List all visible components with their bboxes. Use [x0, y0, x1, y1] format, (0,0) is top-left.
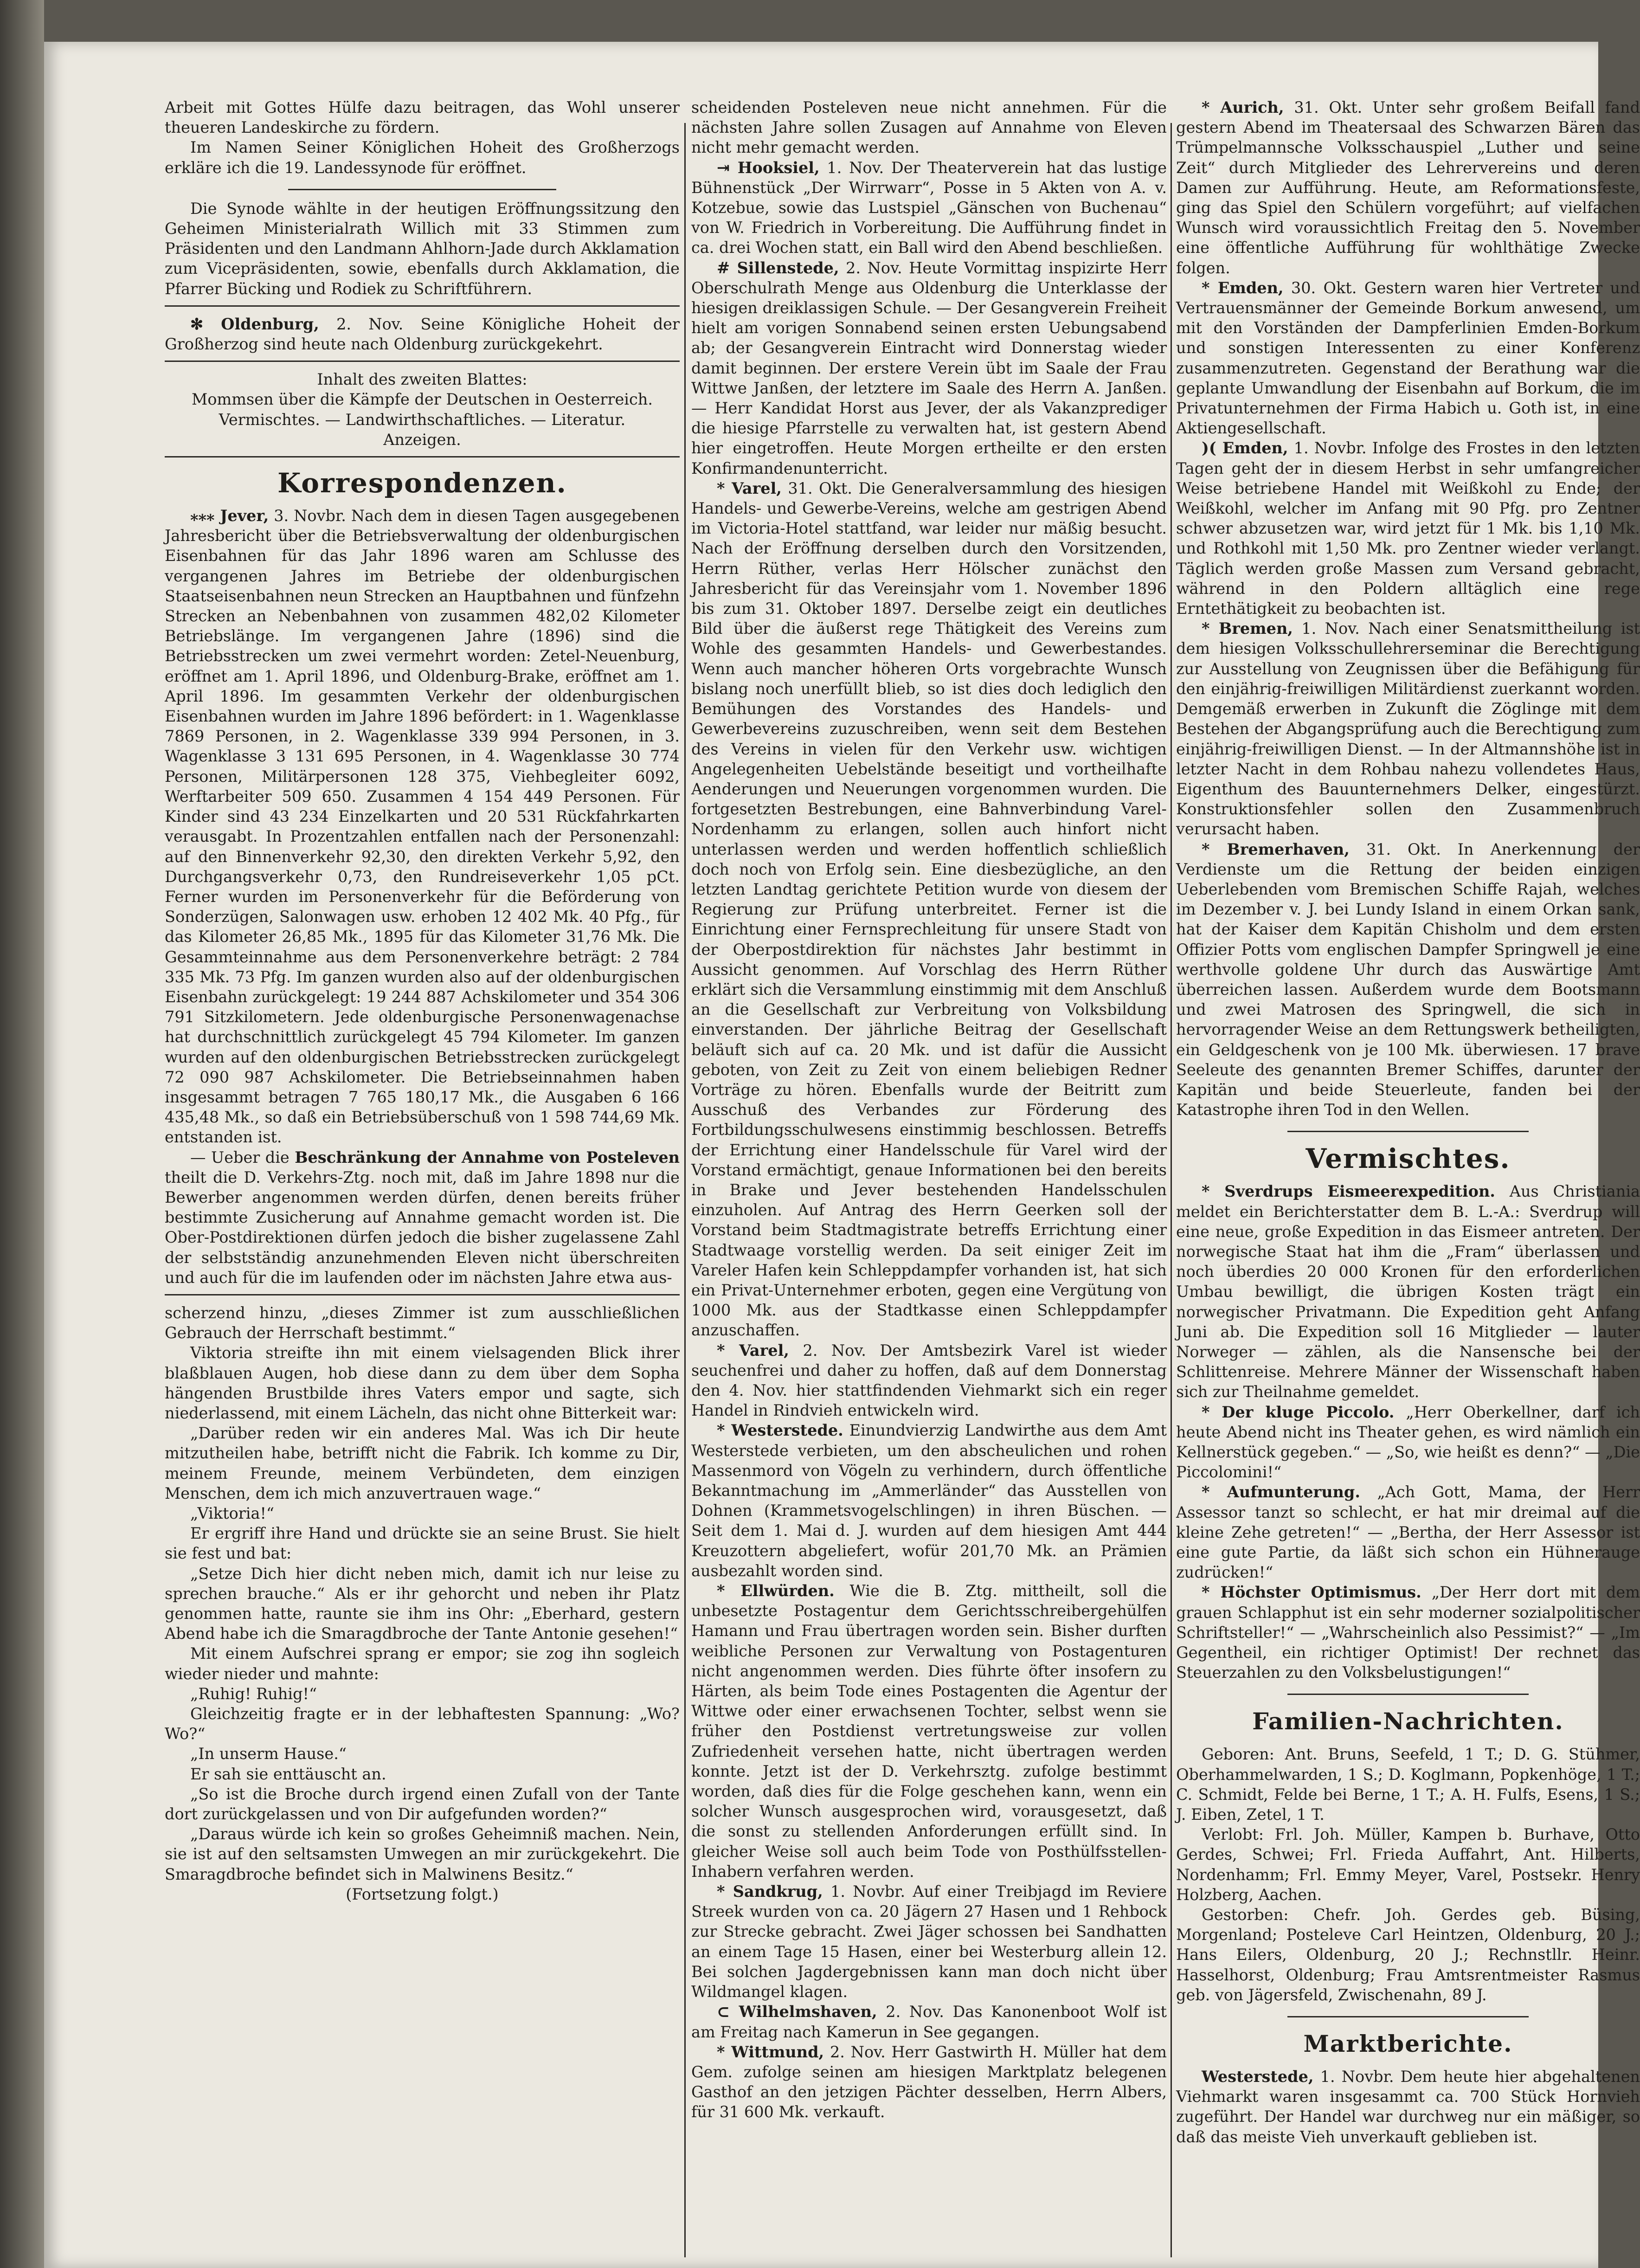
news-item [1176, 1402, 1640, 1482]
news-text: 31. Okt. In Anerkennung der Verdienste um die Rettung der beiden einzigen Ueberlebenden vom Bremischen Schiffe Rajah, welches im Dezember v. J. bei Lundy Island in einem Orkan sank, hat der Kaiser dem Kapitän Chisholm und dem ersten Offizier Potts vom englischen Dampfer Springwell je eine werthvolle goldene Uhr durch das Auswärtige Amt überreichen lassen. Außerdem wurde dem Bootsmann und zwei Matrosen des Springwell, die sich in hervorragender Weise an dem Rettungswerk betheiligten, ein Geldgeschenk von je 100 Mk. überwiesen. 17 brave Seeleute des genannten Bremer Schiffes, darunter der Kapitän und beide Steuerleute, fanden bei der Katastrophe ihren Tod in den Wellen. [1176, 840, 1640, 1119]
place-name: ⊂ Wilhelmshaven, [717, 2003, 877, 2021]
news-item [1176, 97, 1640, 278]
story-paragraph: „Darüber reden wir ein anderes Mal. Was ich Dir heute mitzutheilen habe, betrifft nicht die Fabrik. Ich komme zu Dir, meinem Freunde, meinem Verbündeten, dem einzigen Menschen, dem ich mich anzuvertrauen wage.“ [165, 1424, 680, 1502]
section-heading-korrespondenzen: Korrespondenzen. [277, 467, 567, 499]
news-text: 2. Nov. Der Amtsbezirk Varel ist wieder seuchenfrei und daher zu hoffen, daß auf dem Donnerstag den 4. Nov. hier stattfindenden Viehmarkt sich ein reger Handel in Rindvieh entwickeln wird. [691, 1341, 1167, 1420]
news-item [1176, 619, 1640, 839]
contents-line-3: Anzeigen. [383, 430, 461, 449]
story-paragraph: „So ist die Broche durch irgend einen Zufall von der Tante dort zurückgelassen und von Dir aufgefunden worden?“ [165, 1785, 680, 1823]
news-text: Wie die B. Ztg. mittheilt, soll die unbesetzte Postagentur dem Gerichtsschreibergehülfen Hamann und Frau übertragen worden sein. Bisher durften weibliche Personen zur Verwaltung von Postagenturen nicht angenommen werden. Dies führte öfter insofern zu Härten, als beim Tode eines Postagenten die Agentur der Wittwe oder einer erwachsenen Tochter, selbst wenn sie früher den Postdienst vertretungsweise zur vollen Zufriedenheit versehen hatte, nicht übertragen werden konnte. Jetzt ist der D. Verkehrsztg. zufolge bestimmt worden, daß dies für die Folge geschehen kann, wenn ein solcher Wunsch ausgesprochen wird, vorausgesetzt, daß die sonst zu stellenden Anforderungen erfüllt sind. In gleicher Weise soll auch beim Tode von Posthülfsstellen-Inhabern verfahren werden. [691, 1582, 1167, 1881]
place-name: * Bremen, [1202, 619, 1293, 638]
news-text: „Herr Oberkellner, darf ich heute Abend nicht ins Theater gehen, es wird nämlich ein Kellnerstück gegeben.“ — „So, wie heißt es denn?“ — „Die Piccolomini!“ [1176, 1403, 1640, 1482]
news-text: 30. Okt. Gestern waren hier Vertreter und Vertrauensmänner der Gemeinde Borkum anwesend, um mit den Vorständen der Dampferlinien Emden-Borkum und sonstigen Interessenten zu einer Konferenz zusammenzutreten. Gegenstand der Berathung war die geplante Umwandlung der Eisenbahn auf Borkum, die im Privatunternehmen der Firma Habich u. Goth ist, in eine Aktiengesellschaft. [1176, 278, 1640, 438]
newspaper-page [44, 42, 1640, 2268]
column-rule-2 [1171, 123, 1172, 2257]
news-item [691, 1340, 1167, 1421]
column-rule-1 [684, 123, 686, 2257]
place-name: Westerstede, [1202, 2068, 1314, 2086]
news-item [691, 2042, 1167, 2122]
divider [165, 1294, 680, 1295]
news-text: 1. Nov. Nach einer Senatsmittheilung ist dem hiesigen Volksschullehrerseminar die Berechtigung zur Ausstellung von Zeugnissen über die Befähigung für den einjährig-freiwilligen Militärdienst zuerkannt worden. Demgemäß erwerben in Zukunft die Zöglinge mit dem Bestehen der Abgangsprüfung auch die Berechtigung zum einjährig-freiwilligen Dienst. — In der Altmannshöhe ist in letzter Nacht in dem Rohbau nahezu vollendetes Haus, Eigenthum des Bauunternehmers Delker, eingestürzt. Konstruktionsfehler sollen den Zusammenbruch verursacht haben. [1176, 619, 1640, 838]
place-name: * Westerstede. [717, 1421, 843, 1440]
news-text: 1. Novbr. Auf einer Treibjagd im Reviere Streek wurden von ca. 20 Jägern 27 Hasen und 1 Rehbock zur Strecke gebracht. Zwei Jäger schossen bei Sandhatten an einem Tage 15 Hasen, einer bei Westerburg allein 12. Bei solchen Jagdergebnissen kann man doch nicht über Wildmangel klagen. [691, 1882, 1167, 2001]
story-paragraph: Er ergriff ihre Hand und drückte sie an seine Brust. Sie hielt sie fest und bat: [165, 1524, 680, 1563]
entries: Ant. Bruns, Seefeld, 1 T.; D. G. Stühmer, Oberhammelwarden, 1 S.; D. Koglmann, Popkenhöge, 1 T.; C. Schmidt, Felde bei Berne, 1 T.; A. H. Fulfs, Esens, 1 S.; J. Eiben, Zetel, 1 T. [1176, 1745, 1640, 1824]
story-paragraph: Viktoria streifte ihn mit einem vielsagenden Blick ihrer blaßblauen Augen, hob diese dann zu dem über dem Sopha hängenden Brustbilde ihres Vaters empor und sagte, sich niederlassend, mit einem Lächeln, das nicht ohne Bitterkeit war: [165, 1344, 680, 1422]
news-oldenburg [165, 314, 680, 354]
news-item [691, 1881, 1167, 2002]
contents-line-2: Vermischtes. — Landwirthschaftliches. — Literatur. [219, 410, 626, 429]
story-paragraph: „Ruhig! Ruhig!“ [190, 1684, 317, 1703]
story-paragraph: scherzend hinzu, „dieses Zimmer ist zum ausschließlichen Gebrauch der Herrschaft bestimmt.“ [165, 1303, 680, 1342]
place-name: * Sverdrups Eismeerexpedition. [1202, 1182, 1495, 1201]
place-name: * Varel, [717, 1341, 789, 1360]
place-name: * Varel, [717, 479, 782, 497]
story-paragraph: „In unserm Hause.“ [190, 1745, 347, 1763]
news-text: 2. Nov. Seine Königliche Hoheit der Großherzog sind heute nach Oldenburg zurückgekehrt. [165, 315, 680, 354]
news-item [691, 1581, 1167, 1881]
news-item [1176, 1181, 1640, 1402]
place-name: ✻ Oldenburg, [190, 315, 319, 333]
news-text: 31. Okt. Die Generalversammlung des hiesigen Handels- und Gewerbe-Vereins, welche am gestrigen Abend im Victoria-Hotel stattfand, war leider nur mäßig besucht. Nach der Eröffnung derselben durch den Vorsitzenden, Herrn Rüther, verlas Herr Hölscher zunächst den Jahresbericht für das Vereinsjahr vom 1. November 1896 bis zum 31. Oktober 1897. Derselbe zeigt ein deutliches Bild über die äußerst rege Thätigkeit des Vereins zum Wohle des gesammten Handels- und Gewerbestandes. Wenn auch mancher höheren Orts vorgebrachte Wunsch bislang noch unerfüllt blieb, so ist dies doch lediglich den Bemühungen des Vorstandes des Handels- und Gewerbevereins zuzuschreiben, wenn seit dem Bestehen des Vereins in vielen für den Verkehr usw. wichtigen Angelegenheiten Uebelstände beseitigt und vortheilhafte Aenderungen und Neuerungen vorgenommen wurden. Die fortgesetzten Bestrebungen, eine Bahnverbindung Varel-Nordenhamm zu erlangen, sollen auch hinfort nicht unterlassen werden und werden hoffentlich schließlich doch noch von Erfolg sein. Eine diesbezügliche, an den letzten Landtag gerichtete Petition wurde von diesem der Regierung zur Prüfung unterbreitet. Ferner ist die Einrichtung einer Fernsprechleitung für unsere Stadt von der Oberpostdirektion für nächstes Jahr bestimmt in Aussicht genommen. Auf Vorschlag des Herrn Rüther erklärt sich die Versammlung einstimmig mit dem Anschluß an die Gesellschaft zur Verbreitung von Volksbildung einverstanden. Der jährliche Beitrag der Gesellschaft beläuft sich auf ca. 20 Mk. und ist dafür die Aussicht geboten, von Zeit zu Zeit von einem beliebigen Redner Vorträge zu hören. Ebenfalls wurde der Beitritt zum Ausschuß des Verbandes zur Förderung des Fortbildungsschulwesens einstimmig beschlossen. Betreffs der Errichtung einer Handelsschule für Varel wird der Vorstand ermächtigt, genaue Informationen bei den bereits in Brake und Jever bestehenden Handelsschulen einzuholen. Auf Antrag des Herrn Geerken soll der Vorstand beim Stadtmagistrate betreffs Errichtung einer Stadtwaage vorstellig werden. Da seit einiger Zeit im Vareler Hafen kein Schleppdampfer vorhanden ist, hat sich ein Privat-Unternehmer erboten, gegen eine Vergütung von 1000 Mk. aus der Stadtkasse einen Schleppdampfer anzuschaffen. [691, 479, 1167, 1340]
news-item [1176, 438, 1640, 619]
news-text: „Der Herr dort mit dem grauen Schlapphut ist ein sehr moderner sozialpolitischer Schriftsteller!“ — „Wahrscheinlich also Pessimist?“ — „Im Gegentheil, ein richtiger Optimist! Der rechnet das Steuerzahlen zu den Volksbelustigungen!“ [1176, 1583, 1640, 1682]
place-name: ⁎⁎⁎ Jever, [190, 507, 269, 525]
news-list [691, 158, 1167, 2122]
synod-declaration: Im Namen Seiner Königlichen Hoheit des Großherzogs erkläre ich die 19. Landessynode für eröffnet. [165, 138, 680, 177]
market-westerstede [1176, 2067, 1640, 2147]
news-text: Einundvierzig Landwirthe aus dem Amt Westerstede verbieten, um den abscheulichen und rohen Massenmord von Vögeln zu verhindern, durch öffentliche Bekanntmachung im „Ammerländer“ das Ausstellen von Dohnen (Krammetsvogelschlingen) in ihren Büschen. — Seit dem 1. Mai d. J. wurden auf dem hiesigen Amt 444 Kreuzottern abgeliefert, wofür 201,70 Mk. an Prämien ausbezahlt worden sind. [691, 1421, 1167, 1580]
place-name: ⇥ Hooksiel, [717, 158, 820, 177]
story-paragraph: „Daraus würde ich kein so großes Geheimniß machen. Nein, sie ist auf den seltsamsten Umwegen an mir zurückgekehrt. Die Smaragdbroche befindet sich in Malwinens Besitz.“ [165, 1825, 680, 1883]
news-text: 31. Okt. Unter sehr großem Beifall fand gestern Abend im Theatersaal des Schwarzen Bären das Trümpelmannsche Volksschauspiel „Luther und seine Zeit“ durch Mitglieder des Lehrervereins und deren Damen zur Aufführung. Heute, am Reformationsfeste, ging das Spiel den Schülern vorgeführt; auf vielfachen Wunsch wird voraussichtlich Freitag den 5. November eine öffentliche Aufführung für wohlthätige Zwecke folgen. [1176, 98, 1640, 277]
place-name: * Wittmund, [717, 2042, 824, 2061]
news-text: 1. Novbr. Dem heute hier abgehaltenen Viehmarkt waren insgesammt ca. 700 Stück Hornvieh zugeführt. Der Handel war durchweg nur ein mäßiger, so daß das meiste Vieh unverkauft geblieben ist. [1176, 2068, 1640, 2146]
story-paragraph: „Viktoria!“ [190, 1504, 275, 1522]
news-text: Aus Christiania meldet ein Berichterstatter dem B. L.-A.: Sverdrup will eine neue, große Expedition in das Eismeer antreten. Der norwegische Staat hat ihm die „Fram“ überlassen und noch überdies 20 000 Kronen für den erforderlichen Umbau bewilligt, die übrigen Kosten trägt ein norwegischer Privatmann. Die Expedition geht Anfang Juni ab. Die Expedition soll 16 Mitglieder — lauter Norweger — zählen, als die Nansensche bei der Schlittenreise. Mehrere Männer der Wissenschaft haben sich zur Theilnahme gemeldet. [1176, 1182, 1640, 1401]
label: Geboren: [1202, 1745, 1274, 1764]
story-paragraph: Gleichzeitig fragte er in der lebhaftesten Spannung: „Wo? Wo?“ [165, 1705, 680, 1743]
headline-bold: Beschränkung der Annahme von Posteleven [295, 1148, 680, 1166]
news-item [691, 2002, 1167, 2042]
news-text: 1. Nov. Der Theaterverein hat das lustige Bühnenstück „Der Wirrwarr“, Posse in 5 Akten von A. v. Kotzebue, sowie das Lustspiel „Gänschen von Buchenau“ von W. Friedrich in Vorbereitung. Die Aufführung findet in ca. drei Wochen statt, ein Ball wird den Abend beschließen. [691, 158, 1167, 257]
divider [1287, 1131, 1529, 1132]
book-spine [0, 0, 44, 2268]
place-name: * Aufmunterung. [1202, 1483, 1361, 1501]
divider [165, 456, 680, 457]
feuilleton-story [165, 1303, 680, 1884]
place-name: * Ellwürden. [717, 1582, 835, 1600]
entries: Frl. Joh. Müller, Kampen b. Burhave, Otto Gerdes, Schwei; Frl. Frieda Auffahrt, Ant. Hilberts, Nordenhamm; Frl. Emmy Meyer, Varel, Postsekr. Henry Holzberg, Aachen. [1176, 1825, 1640, 1904]
divider [165, 361, 680, 362]
news-text: 2. Nov. Heute Vormittag inspizirte Herr Oberschulrath Menge aus Oldenburg die Unterklasse der hiesigen dreiklassigen Schule. — Der Gesangverein Freiheit hielt am vorigen Sonnabend seinen ersten Uebungsabend ab; der Gesangverein Eintracht wird Donnerstag wieder damit beginnen. Der erstere Verein übt im Saale der Frau Wittwe Janßen, der letztere im Saale des Herrn A. Janßen. — Herr Kandidat Horst aus Jever, der als Vakanzprediger die hiesige Pfarrstelle zu verwalten hat, ist gestern Abend hier eingetroffen. Heute Morgen ertheilte er den ersten Konfirmandenunterricht. [691, 258, 1167, 477]
place-name: * Sandkrug, [717, 1882, 823, 1901]
news-text: 2. Nov. Das Kanonenboot Wolf ist am Freitag nach Kamerun in See gegangen. [691, 2003, 1167, 2041]
news-list [1176, 97, 1640, 1120]
divider [1287, 2016, 1529, 2017]
synod-election-report: Die Synode wählte in der heutigen Eröffnungssitzung den Geheimen Ministerialrath Willich mit 33 Stimmen zum Präsidenten und den Landmann Ahlhorn-Jade durch Akklamation zum Vicepräsidenten, sowie, ebenfalls durch Akklamation, die Pfarrer Bücking und Rodiek zu Schriftführern. [165, 199, 680, 298]
family-born [1176, 1744, 1640, 1824]
news-posteleven [165, 1147, 680, 1288]
family-engaged [1176, 1824, 1640, 1905]
news-item [691, 158, 1167, 258]
section-heading-vermischtes: Vermischtes. [1306, 1143, 1511, 1175]
place-name: * Höchster Optimismus. [1202, 1583, 1421, 1602]
posteleven-continuation: scheidenden Posteleven neue nicht annehmen. Für die nächsten Jahre sollen Zusagen auf Annahme von Eleven nicht mehr gemacht werden. [691, 98, 1167, 157]
place-name: * Der kluge Piccolo. [1202, 1403, 1395, 1421]
news-text: 2. Nov. Herr Gastwirth H. Müller hat dem Gem. zufolge seinen am hiesigen Marktplatz belegenen Gasthof an den jetzigen Pächter desselben, Herrn Albers, für 31 600 Mk. verkauft. [691, 2042, 1167, 2121]
place-name: # Sillenstede, [717, 258, 839, 277]
news-item [1176, 839, 1640, 1120]
divider [288, 189, 556, 190]
place-name: * Bremerhaven, [1202, 840, 1350, 858]
news-item [1176, 1582, 1640, 1682]
misc-list [1176, 1181, 1640, 1682]
divider [1287, 1694, 1529, 1695]
entries: Chefr. Joh. Gerdes geb. Büsing, Morgenland; Posteleve Carl Heintzen, Oldenburg, 20 J.; Hans Eilers, Oldenburg, 20 J.; Rechnstllr. Heinr. Hasselhorst, Oldenburg; Frau Amtsrentmeister Rasmus geb. von Jägersfeld, Zwischenahn, 89 J. [1176, 1906, 1640, 2004]
contents-line-1: Mommsen über die Kämpfe der Deutschen in Oesterreich. [192, 390, 653, 409]
column-3 [1176, 97, 1640, 2250]
news-text: 1. Novbr. Infolge des Frostes in den letzten Tagen geht der in diesem Herbst in sehr umfangreicher Weise betriebene Handel mit Weißkohl zu Ende; der Weißkohl, welcher im Anfang mit 90 Pfg. pro Zentner schwer abzusetzen war, wird jetzt für 1 Mk. bis 1,10 Mk. und Rothkohl mit 1,50 Mk. pro Zentner wieder verlangt. Täglich werden große Massen zum Versand gebracht, während in den Poldern alltäglich eine rege Erntethätigkeit zu beobachten ist. [1176, 439, 1640, 618]
divider [165, 305, 680, 307]
news-text: 3. Novbr. Nach dem in diesen Tagen ausgegebenen Jahresbericht über die Betriebsverwaltung der oldenburgischen Eisenbahnen für das Jahr 1896 waren am Schlusse des vergangenen Jahres im Betriebe der oldenburgischen Staatseisenbahnen neun Strecken an Hauptbahnen und fünfzehn Strecken an Nebenbahnen von zusammen 482,02 Kilometer Betriebslänge. Im vergangenen Jahre (1896) sind die Betriebsstrecken um zwei vermehrt worden: Zetel-Neuenburg, eröffnet am 1. April 1896, und Oldenburg-Brake, eröffnet am 1. April 1896. Im gesammten Verkehr der oldenburgischen Eisenbahnen wurden im Jahre 1896 befördert: in 1. Wagenklasse 7869 Personen, in 2. Wagenklasse 339 994 Personen, in 3. Wagenklasse 3 131 695 Personen, in 4. Wagenklasse 30 774 Personen, Militärpersonen 128 375, Viehbegleiter 6092, Werftarbeiter 509 650. Zusammen 4 154 449 Personen. Für Kinder sind 43 234 Einzelkarten und 20 531 Rückfahrkarten verausgabt. In Prozentzahlen entfallen nach der Personenzahl: auf den Binnenverkehr 92,30, den direkten Verkehr 5,92, den Durchgangsverkehr 0,73, den Rundreiseverkehr 1,05 pCt. Ferner wurden im Personenverkehr für die Beförderung von Sonderzügen, Salonwagen usw. erhoben 12 402 Mk. 40 Pfg., für das Kilometer 26,85 Mk., 1895 für das Kilometer 31,76 Mk. Die Gesammteinnahme aus dem Personenverkehre beträgt: 2 784 335 Mk. 73 Pfg. Im ganzen wurden also auf der oldenburgischen Eisenbahn zurückgelegt: 19 244 887 Achskilometer und 354 306 791 Sitzkilometern. Jede oldenburgische Personenwagenachse hat durchschnittlich zurückgelegt 45 794 Kilometer. Im ganzen wurden auf den oldenburgischen Betriebsstrecken zurückgelegt 72 090 987 Achskilometer. Die Betriebseinnahmen haben insgesammt betragen 7 765 180,17 Mk., die Ausgaben 6 166 435,48 Mk., so daß ein Betriebsüberschuß von 1 598 744,69 Mk. entstanden ist. [165, 507, 680, 1147]
story-paragraph: Er sah sie enttäuscht an. [190, 1765, 386, 1783]
news-item [1176, 1482, 1640, 1582]
column-2 [691, 97, 1167, 2250]
label: Gestorben: [1202, 1906, 1289, 1924]
lead-text: — Ueber die [190, 1148, 289, 1166]
label: Verlobt: [1202, 1825, 1264, 1844]
news-text: theilt die D. Verkehrs-Ztg. noch mit, daß im Jahre 1898 nur die Bewerber angenommen werden dürfen, denen bereits früher bestimmte Zusicherung auf Annahme gemacht worden ist. Die Ober-Postdirektionen dürfen jedoch die bisher zugelassene Zahl der selbstständig anzunehmenden Eleven nicht überschreiten und auch für die im laufenden oder im nächsten Jahre etwa aus- [165, 1168, 680, 1287]
contents-title: Inhalt des zweiten Blattes: [317, 370, 527, 389]
place-name: * Emden, [1202, 278, 1284, 297]
synod-closing-text: Arbeit mit Gottes Hülfe dazu beitragen, das Wohl unserer theueren Landeskirche zu fördern. [165, 98, 680, 137]
story-paragraph: Mit einem Aufschrei sprang er empor; sie zog ihn sogleich wieder nieder und mahnte: [165, 1644, 680, 1683]
place-name: * Aurich, [1202, 98, 1284, 116]
story-paragraph: „Setze Dich hier dicht neben mich, damit ich nur leise zu sprechen brauche.“ Als er ihr gehorcht und neben ihr Platz genommen hatte, raunte sie ihm ins Ohr: „Eberhard, gestern Abend habe ich die Smaragdbroche der Tante Antonie gesehen!“ [165, 1564, 680, 1643]
news-text: „Ach Gott, Mama, der Herr Assessor tanzt so schlecht, er hat mir dreimal auf die kleine Zehe getreten!“ — „Bertha, der Herr Assessor ist eine gute Partie, da läßt sich schon ein Hühnerauge zudrücken!“ [1176, 1483, 1640, 1582]
news-item [691, 1420, 1167, 1581]
column-1 [165, 97, 680, 2250]
section-heading-familien: Familien-Nachrichten. [1252, 1707, 1564, 1735]
section-heading-marktberichte: Marktberichte. [1303, 2030, 1513, 2058]
news-item [691, 478, 1167, 1340]
news-jever [165, 506, 680, 1147]
news-item [691, 258, 1167, 478]
family-deceased [1176, 1905, 1640, 2005]
place-name: )( Emden, [1202, 439, 1288, 457]
news-item [1176, 278, 1640, 438]
continuation-note: (Fortsetzung folgt.) [346, 1885, 499, 1903]
